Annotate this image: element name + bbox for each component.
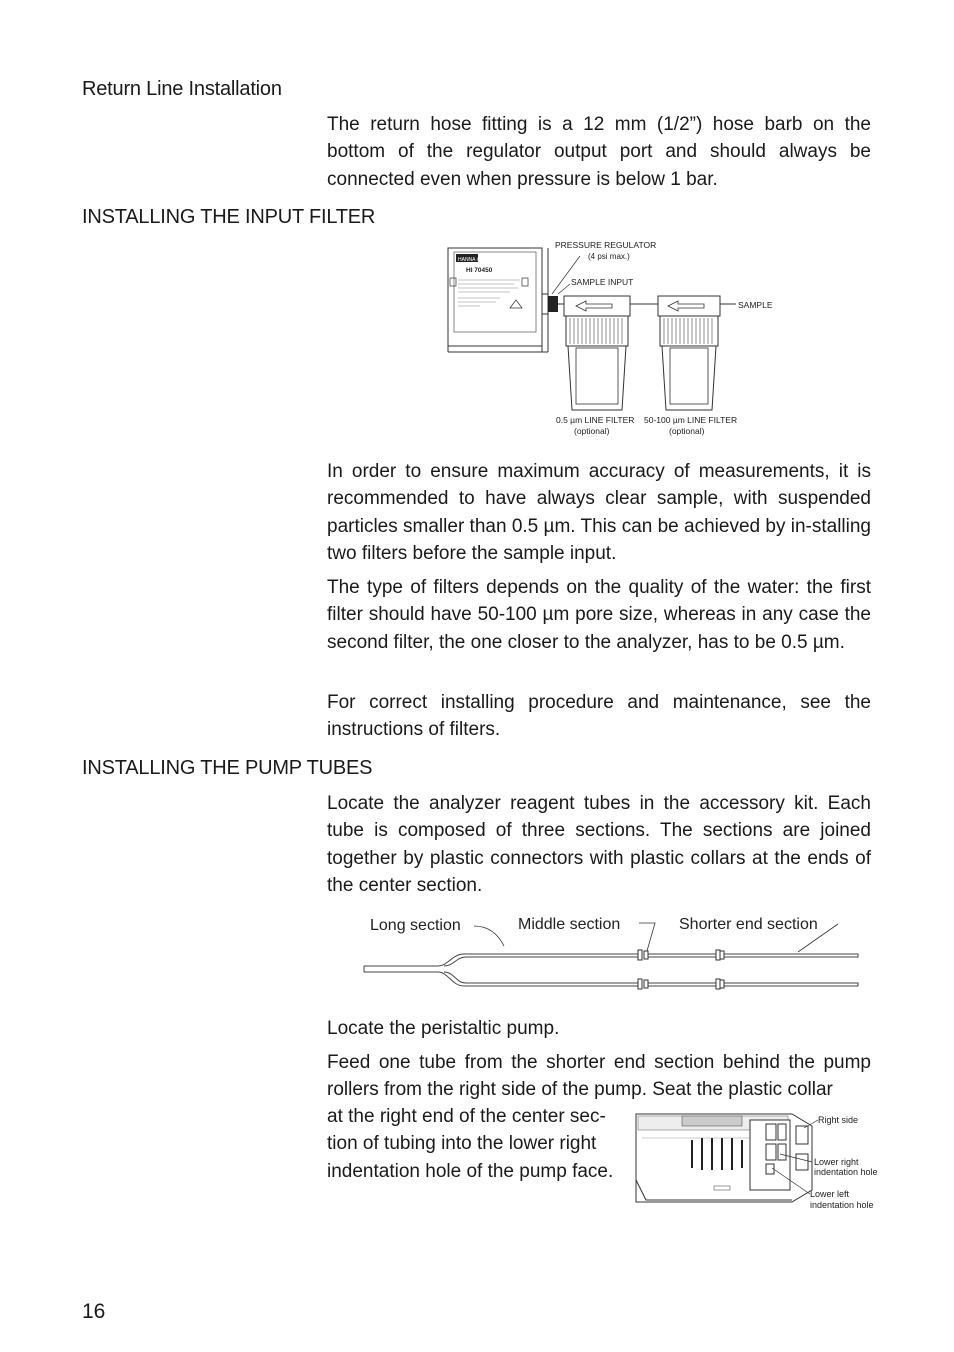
lower-left-label-2: indentation hole — [810, 1200, 874, 1210]
pressure-regulator-label: PRESSURE REGULATOR — [555, 240, 657, 250]
pressure-note: (4 psi max.) — [588, 252, 630, 261]
paragraph-procedure: For correct installing procedure and maintenance, see the instructions of filters. — [327, 692, 871, 741]
tube-diagram — [360, 906, 864, 998]
middle-section-label: Middle section — [518, 916, 621, 933]
sample-input-label: SAMPLE INPUT — [571, 277, 634, 287]
sample-label: SAMPLE — [738, 300, 773, 310]
filter-1-optional: (optional) — [574, 426, 610, 436]
heading-pump-tubes: INSTALLING THE PUMP TUBES — [82, 757, 373, 779]
filter-diagram — [440, 234, 780, 440]
paragraph-reagent-tubes: Locate the analyzer reagent tubes in the accessory kit. Each tube is composed of three sections. The sections are joined together by plastic connectors with plastic collars at the ends of the center section. — [327, 793, 871, 896]
long-section-label: Long section — [370, 917, 461, 934]
paragraph-locate-pump: Locate the peristaltic pump. — [327, 1018, 560, 1039]
paragraph-feed-tube-continued: at the right end of the center sec-tion of tubing into the lower right indentation hole of the pump face. — [327, 1106, 614, 1182]
pump-diagram — [632, 1110, 882, 1214]
right-side-label: Right side — [818, 1115, 859, 1125]
page-number: 16 — [82, 1300, 106, 1323]
paragraph-return-hose: The return hose fitting is a 12 mm (1/2”) hose barb on the bottom of the regulator output port and should always be connected even when pressure is below 1 bar. — [327, 114, 871, 190]
paragraph-accuracy: In order to ensure maximum accuracy of measurements, it is recommended to have always clear sample, with suspended particles smaller than 0.5 µm. This can be achieved by in-stalling two filters before the sample input. — [327, 461, 871, 564]
device-model: HI 70450 — [466, 267, 493, 274]
shorter-section-label: Shorter end section — [679, 916, 818, 933]
lower-right-label-1: Lower right — [814, 1157, 859, 1167]
filter-2-optional: (optional) — [669, 426, 705, 436]
filter-1-label: 0.5 µm LINE FILTER — [556, 415, 635, 425]
device-brand: HANNA instruments — [458, 257, 503, 263]
heading-input-filter: INSTALLING THE INPUT FILTER — [82, 206, 376, 228]
filter-2-label: 50-100 µm LINE FILTER — [644, 415, 738, 425]
heading-return-line: Return Line Installation — [82, 78, 282, 100]
paragraph-feed-tube: Feed one tube from the shorter end section behind the pump rollers from the right side of the pump. Seat the plastic collar — [327, 1052, 871, 1101]
paragraph-filter-type: The type of filters depends on the quality of the water: the first filter should have 50-100 µm pore size, whereas in any case the second filter, the one closer to the analyzer, has to be 0.5 µm. — [327, 577, 871, 653]
lower-left-label-1: Lower left — [810, 1189, 850, 1199]
lower-right-label-2: indentation hole — [814, 1167, 878, 1177]
